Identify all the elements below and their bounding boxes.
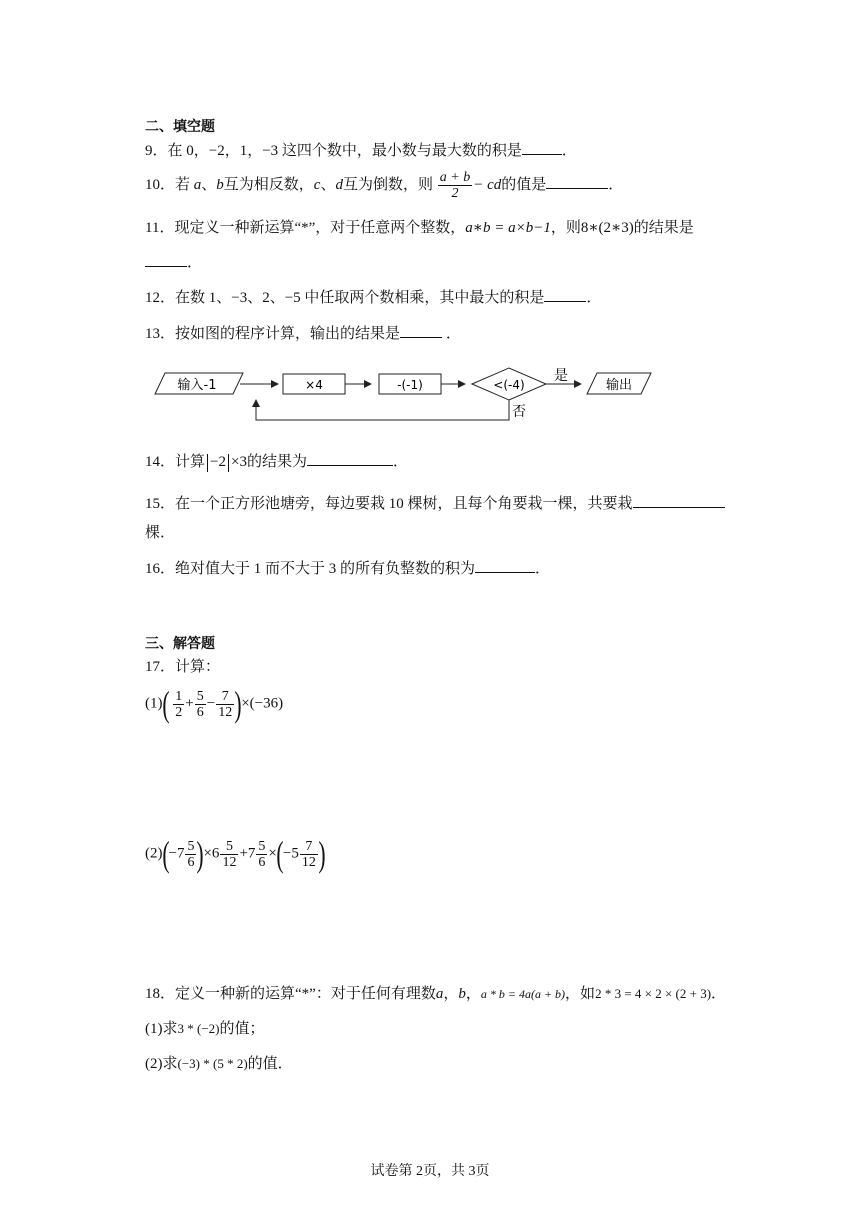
fraction-numerator: 1 — [175, 688, 183, 704]
operator: + — [185, 695, 194, 712]
question-9-text: 9．在 0，−2，1，−3 这四个数中，最小数与最大数的积是 — [145, 143, 522, 159]
question-18 — [145, 984, 726, 1004]
abs-bar — [228, 454, 229, 472]
operator: × — [268, 845, 277, 862]
answer-blank — [145, 252, 187, 267]
question-12-end: ． — [586, 290, 602, 306]
loop-back-arrow — [256, 400, 509, 420]
fraction-denominator: 6 — [196, 704, 204, 720]
answer-blank — [633, 493, 725, 508]
math-expression: ×(−36) — [241, 695, 284, 712]
separator: 、 — [201, 176, 217, 193]
question-18-part-2 — [145, 1054, 293, 1074]
question-11-line2 — [145, 252, 202, 273]
fraction-denominator: 6 — [258, 854, 266, 870]
fraction — [173, 689, 184, 720]
var-a: a — [193, 176, 202, 193]
question-17-intro: 17．计算： — [145, 659, 221, 675]
question-10-text: 10．若 — [145, 176, 191, 193]
question-17-part-2 — [145, 836, 325, 872]
math-expression: a∗b = a×b−1 — [465, 220, 551, 236]
math-expression: (−3) * (5 * 2) — [177, 1056, 248, 1071]
multiply-label: ×4 — [305, 378, 323, 392]
fraction — [438, 170, 472, 201]
math-expression: 3 * (−2) — [177, 1021, 220, 1036]
section-title-fill-blank: 二、填空题 — [145, 118, 215, 134]
fraction-numerator: 7 — [300, 839, 318, 855]
part-label: (2) — [145, 845, 163, 862]
part-label: (2)求 — [145, 1056, 178, 1072]
question-13 — [145, 323, 461, 344]
math-expression: ×3 — [230, 454, 247, 470]
big-paren-left: ( — [276, 834, 284, 874]
question-18-text: ，如 — [565, 986, 596, 1002]
fraction-denominator: 12 — [222, 854, 237, 870]
fraction-denominator: 2 — [175, 704, 183, 720]
fraction-numerator: 5 — [196, 688, 204, 704]
big-paren-left: ( — [161, 834, 170, 874]
big-paren-right: ) — [196, 834, 205, 874]
question-14-end: ． — [392, 454, 408, 470]
fraction-numerator: 7 — [216, 689, 234, 705]
fraction-denominator: 6 — [187, 854, 195, 870]
question-14 — [145, 451, 408, 472]
question-18-text: 18．定义一种新的运算“*”：对于任何有理数 — [145, 986, 436, 1002]
mixed-number-int: −7 — [168, 845, 185, 862]
question-14-text: 的结果为 — [246, 454, 307, 470]
question-17-part-1 — [145, 686, 283, 722]
question-9 — [145, 140, 577, 161]
question-13-text: 13．按如图的程序计算，输出的结果是 — [145, 326, 401, 342]
fraction — [195, 689, 206, 720]
question-10-text: 的值是 — [501, 176, 547, 193]
question-14-text: 14．计算 — [145, 454, 206, 470]
separator: 、 — [320, 176, 336, 193]
fraction-denominator: 12 — [301, 854, 316, 870]
fraction-numerator: 5 — [187, 838, 195, 854]
no-label: 否 — [512, 404, 526, 420]
var-d: d — [335, 176, 343, 193]
operator: − — [206, 695, 216, 712]
fraction-numerator: a + b — [439, 170, 471, 185]
question-10-end: ． — [608, 176, 624, 193]
math-expression: +7 — [239, 845, 256, 862]
abs-inner: −2 — [210, 454, 226, 470]
fraction — [185, 839, 196, 870]
fraction — [216, 689, 234, 720]
math-expression: 2 * 3 = 4 × 2 × (2 + 3) — [595, 986, 712, 1001]
fraction-denominator: 2 — [451, 186, 459, 201]
question-10-text: 互为倒数，则 — [342, 176, 433, 193]
section-title-solve: 三、解答题 — [145, 635, 215, 651]
separator: ， — [465, 986, 481, 1002]
math-expression: a * b = 4a(a + b) — [480, 987, 566, 1001]
part-label: (1)求 — [145, 1021, 178, 1037]
fraction — [256, 839, 267, 870]
fraction — [220, 839, 238, 870]
mixed-number-int: −5 — [282, 845, 299, 862]
question-16-end: ． — [535, 561, 551, 577]
question-15 — [145, 493, 725, 514]
question-18-text: 的值； — [219, 1021, 265, 1037]
page-footer: 试卷第 2页，共 3页 — [370, 1164, 490, 1179]
answer-blank — [546, 174, 608, 189]
answer-blank — [475, 558, 535, 573]
question-11-end: ． — [187, 255, 203, 271]
input-label: 输入-1 — [177, 378, 217, 393]
abs-bar — [207, 454, 208, 472]
var-c: c — [313, 176, 321, 193]
question-18-part-1 — [145, 1019, 265, 1039]
answer-blank — [522, 140, 562, 155]
question-11 — [145, 218, 694, 238]
fraction-denominator: 12 — [218, 704, 233, 720]
part-label: (1) — [145, 695, 163, 712]
question-12 — [145, 287, 601, 308]
question-15-line2: 棵． — [145, 525, 176, 541]
question-13-end: ． — [446, 326, 462, 342]
big-paren-right: ) — [234, 684, 242, 724]
question-18-end: ． — [711, 986, 727, 1002]
question-18-text: 的值． — [247, 1056, 293, 1072]
question-11-text: ，则 — [550, 220, 581, 236]
fraction-numerator: 5 — [220, 839, 238, 855]
subtract-label: -(-1) — [397, 378, 423, 392]
answer-blank — [307, 451, 393, 466]
answer-blank — [400, 323, 442, 338]
question-9-end: ． — [561, 143, 577, 159]
question-16 — [145, 558, 550, 579]
math-expression: ×6 — [203, 845, 220, 862]
question-11-text: 11．现定义一种新运算“*”，对于任意两个整数， — [145, 220, 466, 236]
question-15-text: 15．在一个正方形池塘旁，每边要栽 10 棵树，且每个角要栽一棵，共要栽 — [145, 496, 633, 512]
question-16-text: 16．绝对值大于 1 而不大于 3 的所有负整数的积为 — [145, 561, 476, 577]
big-paren-right: ) — [318, 834, 326, 874]
question-10 — [145, 170, 623, 201]
fraction-numerator: 5 — [258, 838, 266, 854]
output-label: 输出 — [605, 378, 633, 393]
big-paren-left: ( — [161, 684, 170, 724]
fraction — [300, 839, 318, 870]
question-11-text: 的结果是 — [633, 220, 694, 236]
program-flowchart — [145, 358, 665, 426]
math-expression: − cd — [473, 176, 502, 193]
var-a: a — [435, 986, 444, 1002]
question-10-text: 互为相反数， — [223, 176, 314, 193]
condition-label: <(-4) — [493, 378, 525, 392]
yes-label: 是 — [554, 368, 568, 384]
var-b: b — [458, 986, 466, 1002]
question-12-text: 12．在数 1、−3、2、−5 中任取两个数相乘，其中最大的积是 — [145, 290, 545, 306]
math-expression: 8∗(2∗3) — [580, 220, 634, 236]
var-b: b — [216, 176, 224, 193]
separator: ， — [443, 986, 459, 1002]
answer-blank — [544, 287, 586, 302]
